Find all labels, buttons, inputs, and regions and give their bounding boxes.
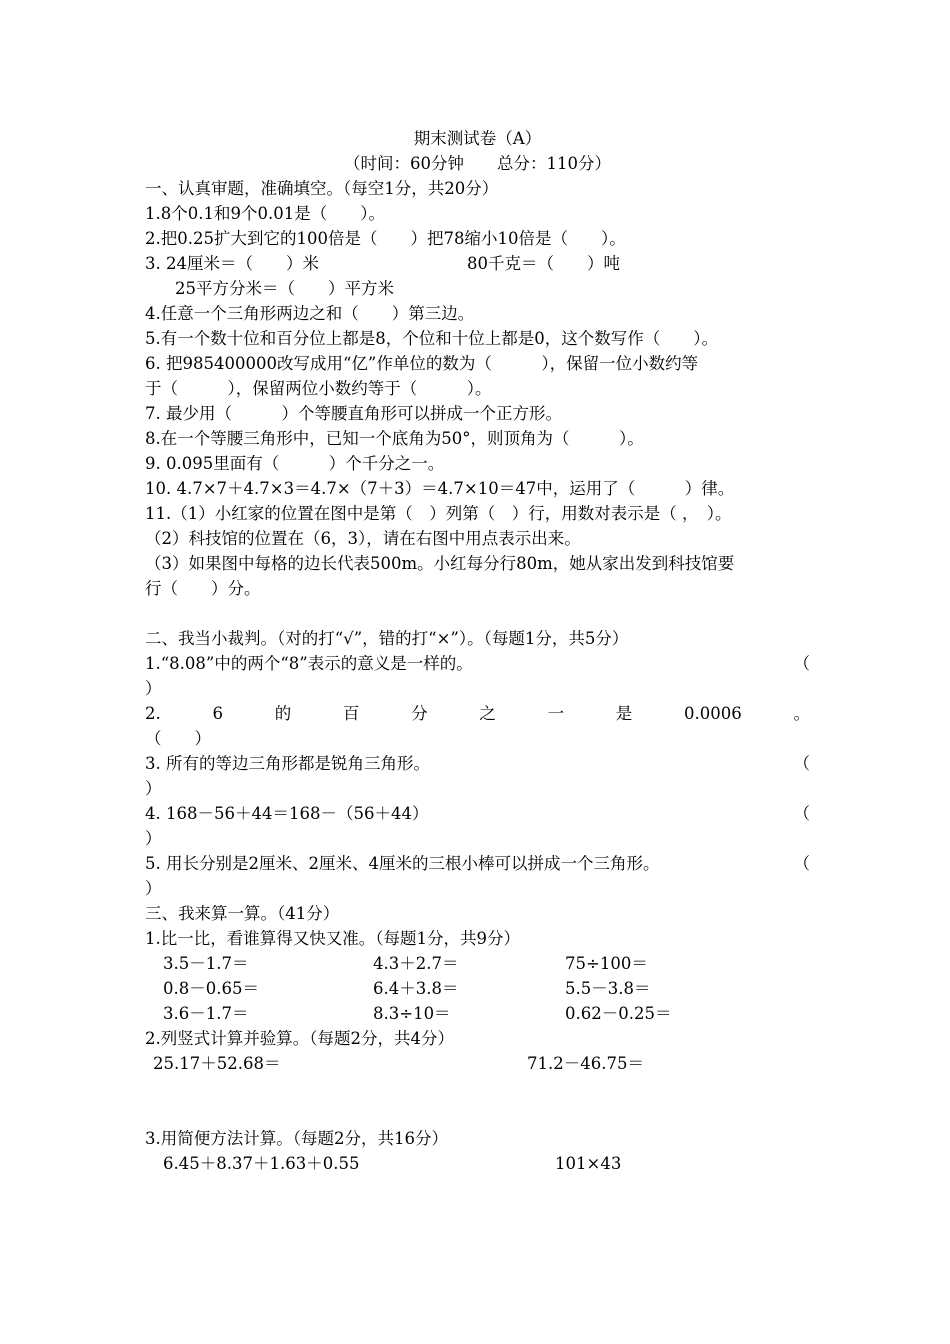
judge-2-word: 6: [212, 704, 223, 723]
judge-4-text: 4. 168－56＋44＝168－（56＋44）: [145, 804, 429, 823]
calc-item: 75÷100＝: [565, 954, 648, 973]
question-6a: 6. 把985400000改写成用“亿”作单位的数为（ ），保留一位小数约等: [145, 354, 699, 373]
judge-2-word: 之: [479, 704, 496, 723]
simplify-a: 6.45＋8.37＋1.63＋0.55: [163, 1154, 360, 1173]
judge-3-text: 3. 所有的等边三角形都是锐角三角形。: [145, 754, 430, 773]
question-1: 1.8个0.1和9个0.01是（ ）。: [145, 204, 385, 223]
calc-item: 5.5－3.8＝: [565, 979, 651, 998]
judge-5-open-paren: （: [793, 854, 810, 873]
question-11a: 11.（1）小红家的位置在图中是第（ ）列第（ ）行，用数对表示是（ ， ）。: [145, 504, 732, 523]
question-11c: （3）如果图中每格的边长代表500m。小红每分行80m，她从家出发到科技馆要: [145, 554, 735, 573]
question-10: 10. 4.7×7＋4.7×3＝4.7×（7＋3）＝4.7×10＝47中，运用了（ ）律。: [145, 479, 735, 498]
question-8: 8.在一个等腰三角形中，已知一个底角为50°，则顶角为（ ）。: [145, 429, 644, 448]
part2-heading: 2.列竖式计算并验算。（每题2分，共4分）: [145, 1029, 454, 1048]
judge-4-close-paren: ）: [145, 829, 162, 848]
judge-2-word: 分: [411, 704, 428, 723]
section3-heading: 三、我来算一算。（41分）: [145, 904, 340, 923]
judge-2-word: 2.: [145, 704, 161, 723]
judge-5: [145, 851, 810, 876]
question-11b: （2）科技馆的位置在（6，3），请在右图中用点表示出来。: [145, 529, 581, 548]
vertical-calc-a: 25.17＋52.68＝: [153, 1054, 281, 1073]
calc-item: 4.3＋2.7＝: [373, 954, 459, 973]
question-3-row: [145, 251, 810, 276]
judge-2-word: 的: [274, 704, 292, 723]
calc-item: 8.3÷10＝: [373, 1004, 451, 1023]
judge-2-word: 0.0006: [684, 704, 742, 723]
judge-2-word: 是: [615, 704, 633, 723]
calc-item: 3.6－1.7＝: [163, 1004, 249, 1023]
judge-5-text: 5. 用长分别是2厘米、2厘米、4厘米的三根小棒可以拼成一个三角形。: [145, 854, 660, 873]
judge-2-word: 百: [342, 704, 360, 723]
vertical-calc-row: [145, 1051, 810, 1076]
calc-item: 0.62－0.25＝: [565, 1004, 672, 1023]
part1-heading: 1.比一比，看谁算得又快又准。（每题1分，共9分）: [145, 929, 520, 948]
judge-1-open-paren: （: [793, 654, 810, 673]
question-3a: 3. 24厘米＝（ ）米: [145, 254, 319, 273]
question-11d: 行（ ）分。: [145, 579, 261, 598]
calc-item: 3.5－1.7＝: [163, 954, 249, 973]
exam-subtitle: （时间：60分钟 总分：110分）: [344, 154, 611, 173]
judge-2-word: 一: [547, 704, 565, 723]
calc-item: 0.8－0.65＝: [163, 979, 259, 998]
part3-heading: 3.用简便方法计算。（每题2分，共16分）: [145, 1129, 448, 1148]
calc-row: [145, 1001, 810, 1026]
question-7: 7. 最少用（ ）个等腰直角形可以拼成一个正方形。: [145, 404, 562, 423]
calc-row: [145, 976, 810, 1001]
question-3b: 80千克＝（ ）吨: [467, 254, 620, 273]
question-2: 2.把0.25扩大到它的100倍是（ ）把78缩小10倍是（ ）。: [145, 229, 626, 248]
section2-heading: 二、我当小裁判。（对的打“√”，错的打“×”）。（每题1分，共5分）: [145, 629, 629, 648]
question-5: 5.有一个数十位和百分位上都是8，个位和十位上都是0，这个数写作（ ）。: [145, 329, 718, 348]
question-3c: 25平方分米＝（ ）平方米: [175, 279, 394, 298]
judge-1-text: 1.“8.08”中的两个“8”表示的意义是一样的。: [145, 654, 473, 673]
question-6b: 于（ ），保留两位小数约等于（ ）。: [145, 379, 492, 398]
section1-heading: 一、认真审题，准确填空。（每空1分，共20分）: [145, 179, 499, 198]
judge-3-close-paren: ）: [145, 779, 162, 798]
calc-row: [145, 951, 810, 976]
judge-2-paren: （ ）: [145, 729, 211, 748]
simplify-b: 101×43: [555, 1154, 622, 1173]
question-9: 9. 0.095里面有（ ）个千分之一。: [145, 454, 445, 473]
judge-3-open-paren: （: [793, 754, 810, 773]
judge-1: [145, 651, 810, 676]
judge-4-open-paren: （: [793, 804, 810, 823]
judge-5-close-paren: ）: [145, 879, 162, 898]
judge-2: [145, 701, 810, 726]
judge-2-word: 。: [793, 704, 810, 723]
calc-item: 6.4＋3.8＝: [373, 979, 459, 998]
vertical-calc-b: 71.2－46.75＝: [527, 1054, 644, 1073]
judge-1-close-paren: ）: [145, 679, 162, 698]
simplify-row: [145, 1151, 810, 1176]
question-4: 4.任意一个三角形两边之和（ ）第三边。: [145, 304, 475, 323]
judge-4: [145, 801, 810, 826]
exam-title: 期末测试卷（A）: [413, 129, 542, 148]
judge-3: [145, 751, 810, 776]
